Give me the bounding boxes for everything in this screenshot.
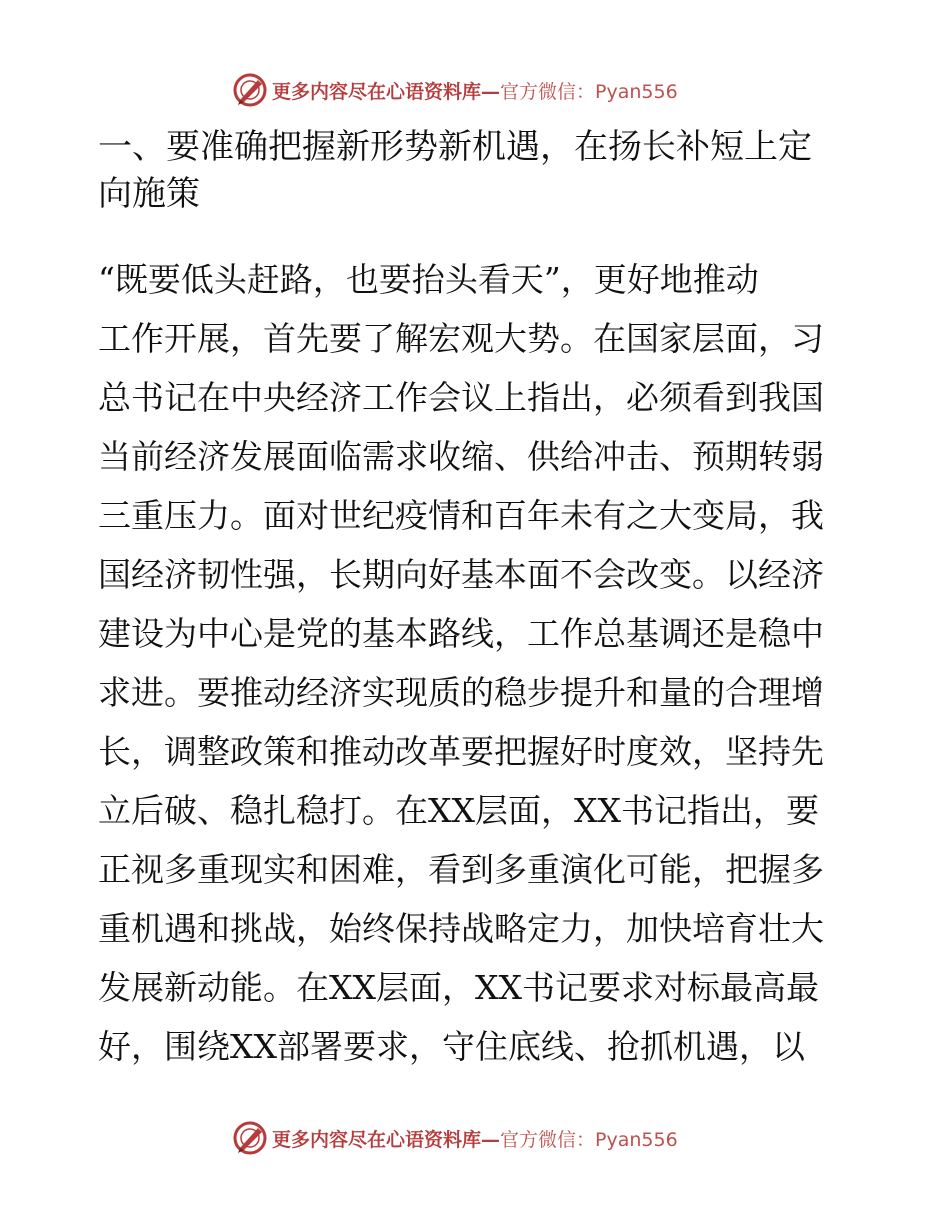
body-line: 求进。要推动经济实现质的稳步提升和量的合理增: [98, 673, 824, 712]
footer-banner: [232, 1120, 712, 1156]
body-line: 正视多重现实和困难，看到多重演化可能，把握多: [98, 850, 824, 889]
body-line: 工作开展，首先要了解宏观大势。在国家层面，习: [98, 319, 824, 358]
section-heading: [98, 124, 858, 218]
pen-circle-logo-icon: [232, 72, 268, 108]
body-line: 重机遇和挑战，始终保持战略定力，加快培育壮大: [98, 909, 824, 948]
body-line: 三重压力。面对世纪疫情和百年未有之大变局，我: [98, 496, 824, 535]
footer-banner-contact: 官方微信：Pyan556: [500, 1128, 678, 1151]
body-line: 当前经济发展面临需求收缩、供给冲击、预期转弱: [98, 437, 824, 476]
body-line: 总书记在中央经济工作会议上指出，必须看到我国: [98, 378, 824, 417]
body-line: “既要低头赶路，也要抬头看天”，更好地推动: [98, 260, 759, 299]
body-line: 建设为中心是党的基本路线，工作总基调还是稳中: [98, 614, 824, 653]
header-banner: [232, 72, 712, 108]
body-line: 长，调整政策和推动改革要把握好时度效，坚持先: [98, 732, 824, 771]
heading-line: 一、要准确把握新形势新机遇，在扬长补短上定: [98, 127, 812, 167]
header-banner-contact: 官方微信：Pyan556: [500, 80, 678, 103]
body-line: 立后破、稳扎稳打。在XX层面，XX书记指出，要: [98, 791, 819, 830]
header-banner-text: 更多内容尽在心语资料库—: [272, 80, 501, 103]
footer-banner-text: 更多内容尽在心语资料库—: [272, 1128, 501, 1151]
body-line: 国经济韧性强，长期向好基本面不会改变。以经济: [98, 555, 824, 594]
body-paragraph: [98, 250, 858, 1076]
body-line: 好，围绕XX部署要求，守住底线、抢抓机遇，以: [98, 1027, 805, 1066]
heading-line: 向施策: [98, 174, 200, 214]
body-line: 发展新动能。在XX层面，XX书记要求对标最高最: [98, 968, 819, 1007]
pen-circle-logo-icon: [232, 1120, 268, 1156]
